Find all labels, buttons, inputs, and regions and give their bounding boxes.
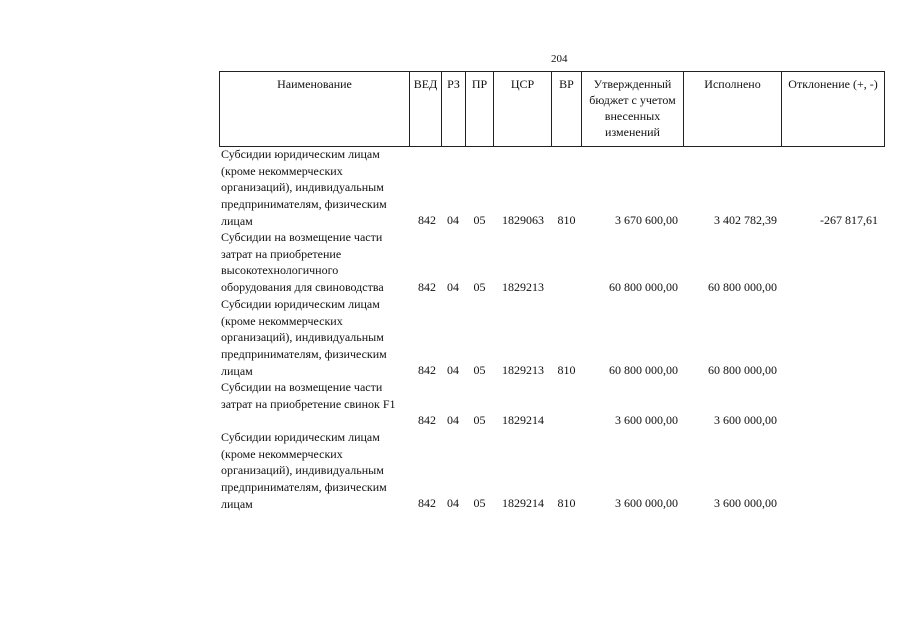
row-csr: 1829214 (502, 496, 544, 511)
row-ved: 842 (418, 280, 436, 295)
row-approved: 3 670 600,00 (615, 213, 678, 228)
header-executed: Исполнено (684, 72, 782, 147)
row-rz: 04 (447, 280, 459, 295)
row-rz: 04 (447, 413, 459, 428)
header-ved: ВЕД (410, 72, 442, 147)
row-vr: 810 (557, 213, 576, 228)
table-row (0, 296, 905, 379)
table-row (0, 146, 905, 229)
row-approved: 60 800 000,00 (609, 280, 678, 295)
row-ved: 842 (418, 413, 436, 428)
row-ved: 842 (418, 496, 436, 511)
page-number: 204 (551, 53, 568, 65)
row-name: Субсидии на возмещение части затрат на приобретение высокотехнологичного оборудования для свиноводства (221, 230, 384, 295)
row-executed: 60 800 000,00 (708, 363, 777, 378)
row-deviation: -267 817,61 (820, 213, 878, 228)
row-pr: 05 (473, 363, 486, 378)
table-row (0, 379, 905, 429)
table-header (219, 71, 885, 147)
row-ved: 842 (418, 213, 436, 228)
row-pr: 05 (473, 413, 486, 428)
row-rz: 04 (447, 496, 459, 511)
row-pr: 05 (473, 213, 486, 228)
row-ved: 842 (418, 363, 436, 378)
table-row (0, 229, 905, 296)
row-name: Субсидии юридическим лицам (кроме некоммерческих организаций), индивидуальным предпринимателям, физическим лицам (221, 147, 387, 228)
row-rz: 04 (447, 363, 459, 378)
row-name: Субсидии на возмещение части затрат на приобретение свинок F1 (221, 380, 396, 411)
header-csr: ЦСР (494, 72, 552, 147)
header-vr: ВР (552, 72, 582, 147)
row-csr: 1829063 (502, 213, 544, 228)
row-approved: 3 600 000,00 (615, 413, 678, 428)
header-deviation: Отклонение (+, -) (782, 72, 885, 147)
table-row (0, 429, 905, 512)
row-pr: 05 (473, 280, 486, 295)
row-csr: 1829214 (502, 413, 544, 428)
row-executed: 3 402 782,39 (714, 213, 777, 228)
header-name: Наименование (220, 72, 410, 147)
row-csr: 1829213 (502, 363, 544, 378)
row-vr: 810 (557, 496, 576, 511)
row-approved: 3 600 000,00 (615, 496, 678, 511)
row-name: Субсидии юридическим лицам (кроме некоммерческих организаций), индивидуальным предпринимателям, физическим лицам (221, 297, 387, 378)
header-approved: Утвержденный бюджет с учетом внесенных изменений (582, 72, 684, 147)
row-approved: 60 800 000,00 (609, 363, 678, 378)
row-csr: 1829213 (502, 280, 544, 295)
header-pr: ПР (466, 72, 494, 147)
row-executed: 3 600 000,00 (714, 496, 777, 511)
row-executed: 60 800 000,00 (708, 280, 777, 295)
header-rz: РЗ (442, 72, 466, 147)
row-pr: 05 (473, 496, 486, 511)
row-name: Субсидии юридическим лицам (кроме некоммерческих организаций), индивидуальным предпринимателям, физическим лицам (221, 430, 387, 511)
row-rz: 04 (447, 213, 459, 228)
row-executed: 3 600 000,00 (714, 413, 777, 428)
row-vr: 810 (557, 363, 576, 378)
